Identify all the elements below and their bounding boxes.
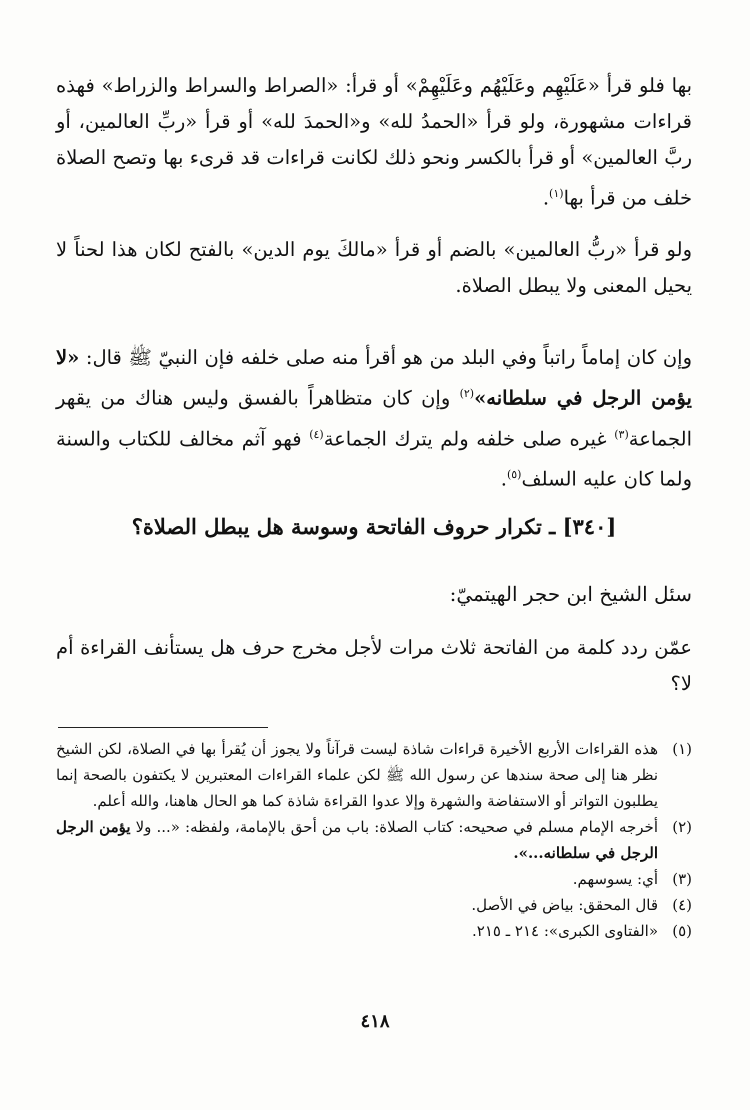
question-label: سئل الشيخ ابن حجر الهيتميّ: bbox=[449, 582, 692, 606]
section-heading: [٣٤٠] ـ تكرار حروف الفاتحة وسوسة هل يبطل الصلاة؟ bbox=[131, 514, 617, 539]
footnote-5 bbox=[56, 918, 692, 944]
footnote-3 bbox=[56, 866, 692, 892]
footnote-4 bbox=[56, 892, 692, 918]
footnote-ref-3[interactable]: (٣) bbox=[614, 427, 629, 441]
footnote-text: قال المحقق: بياض في الأصل. bbox=[471, 896, 658, 914]
footnote-text bbox=[56, 814, 658, 866]
hadith-quote: «لا يؤمن الرجل في سلطانه» bbox=[56, 346, 692, 410]
paragraph-3-text-b: وإن كان متظاهراً بالفسق وليس هناك من يقهر الجماعة bbox=[56, 386, 692, 450]
footnote-number: (٥) bbox=[672, 922, 692, 940]
footnote-ref-2[interactable]: (٢) bbox=[459, 387, 475, 400]
footnote-1 bbox=[56, 736, 692, 814]
footnote-text: «الفتاوى الكبرى»: ٢١٤ ـ ٢١٥. bbox=[472, 922, 658, 940]
footnote-ref-1[interactable]: (١) bbox=[549, 187, 564, 200]
footnote-text: هذه القراءات الأربع الأخيرة قراءات شاذة ليست قرآناً ولا يجوز أن يُقرأ بها في الصلاة، لكن الشيخ نظر هنا إلى صحة سندها عن رسول الله ﷺ لكن علماء القراءات المعتبرين لا يكتفون بالصحة إنما يطلبون التواتر أو الاستفاضة والشهرة وإلا عدوا القراءة شاذة كما هو الحال هاهنا، والله أعلم. bbox=[56, 740, 658, 810]
footnote-number: (٤) bbox=[672, 896, 692, 914]
footnote-2-text-b: يؤمن الرجل الرجل في سلطانه...». bbox=[56, 818, 658, 862]
paragraph-1-text: بها فلو قرأ «عَلَيْهِم وعَلَيْهُم وعَلَيْهِمْ» أو قرأ: «الصراط والسراط والزراط» فهذه قراءات مشهورة، ولو قرأ «الحمدُ لله» و«الحمدَ لله» أو قرأ «ربِّ العالمين، أو ربَّ العالمين» أو قرأ بالكسر ونحو ذلك لكانت قراءات قد قرىء بها وتصح الصلاة خلف من قرأ بها bbox=[56, 74, 692, 210]
footnote-number: (٣) bbox=[672, 870, 692, 888]
paragraph-1-end: . bbox=[542, 186, 550, 210]
page-number: ٤١٨ bbox=[360, 1011, 390, 1032]
footnote-ref-4[interactable]: (٤) bbox=[309, 427, 324, 441]
paragraph-3 bbox=[56, 340, 692, 498]
paragraph-1 bbox=[56, 68, 692, 217]
footnote-number: (١) bbox=[672, 740, 692, 758]
footnote-2-text-a: أخرجه الإمام مسلم في صحيحه: كتاب الصلاة: باب من أحق بالإمامة، ولفظه: «... ولا bbox=[135, 818, 658, 836]
paragraph-3-text-a: وإن كان إماماً راتباً وفي البلد من هو أقرأ منه صلى خلفه فإن النبيّ ﷺ قال: bbox=[85, 346, 693, 369]
footnote-text: أي: يسوسهم. bbox=[572, 870, 658, 888]
paragraph-3-text-d: فهو آثم مخالف للكتاب والسنة ولما كان عليه السلف bbox=[56, 427, 692, 491]
footnote-2 bbox=[56, 814, 692, 866]
footnotes bbox=[56, 736, 692, 944]
paragraph-3-end: . bbox=[500, 467, 507, 491]
paragraph-2: ولو قرأ «ربُّ العالمين» بالضم أو قرأ «مالكَ يوم الدين» بالفتح لكان هذا لحناً لا يحيل المعنى ولا يبطل الصلاة. bbox=[56, 238, 692, 297]
footnote-number: (٢) bbox=[672, 818, 692, 836]
paragraph-3-text-c: غيره صلى خلفه ولم يترك الجماعة bbox=[323, 427, 615, 450]
question-text: عمّن ردد كلمة من الفاتحة ثلاث مرات لأجل مخرج حرف هل يستأنف القراءة أم لا؟ bbox=[56, 636, 692, 695]
footnote-separator bbox=[58, 727, 268, 728]
footnote-ref-5[interactable]: (٥) bbox=[506, 468, 522, 481]
